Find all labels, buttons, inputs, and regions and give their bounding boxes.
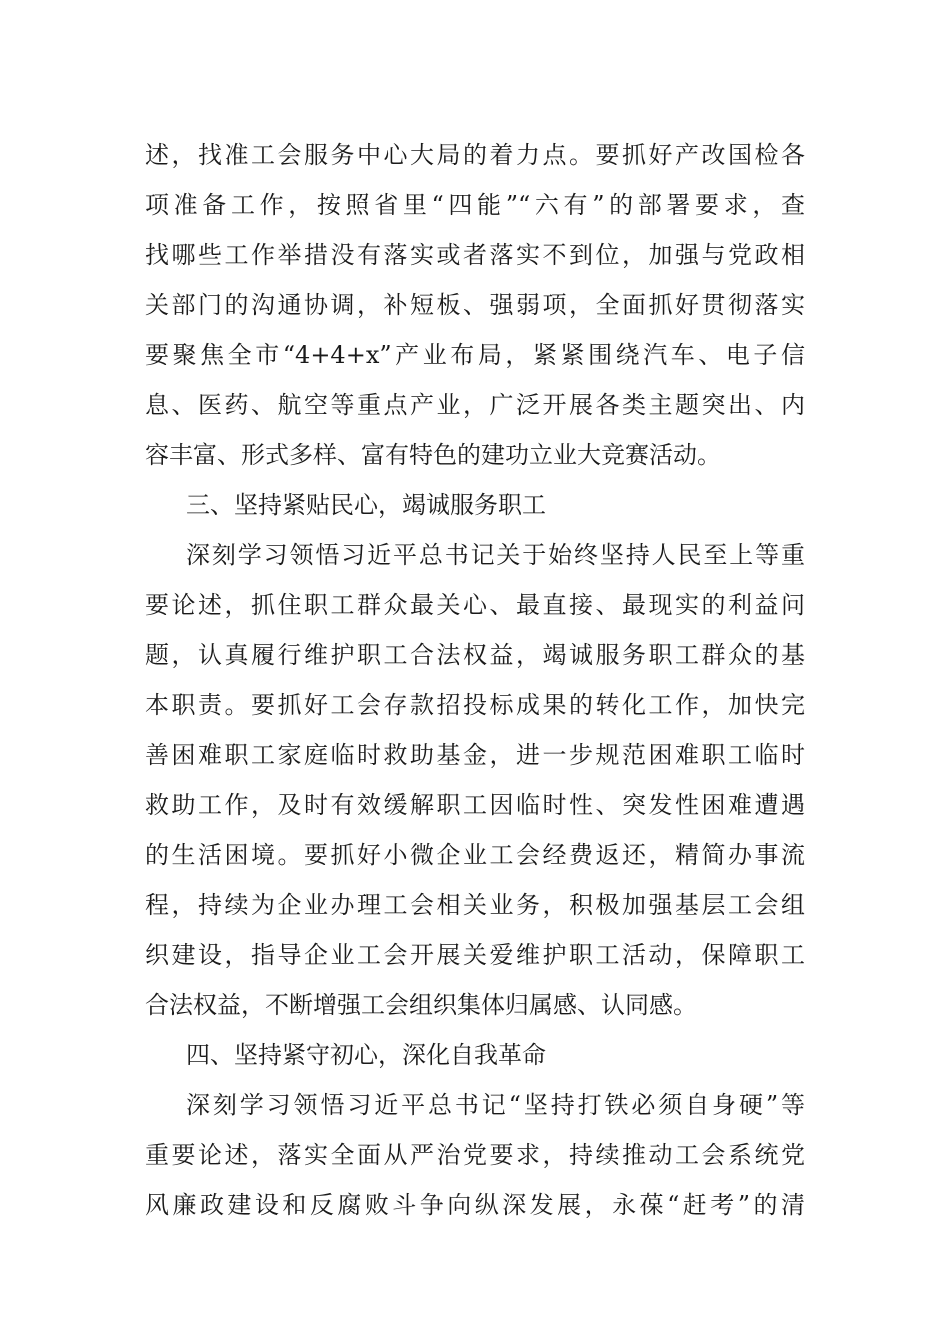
body-text-line: 织建设，指导企业工会开展关爱维护职工活动，保障职工 [145, 941, 805, 969]
body-text-line: 要论述，抓住职工群众最关心、最直接、最现实的利益问 [145, 591, 805, 619]
section-heading: 三、坚持紧贴民心，竭诚服务职工 [186, 491, 546, 519]
body-text-line: 深刻学习领悟习近平总书记“坚持打铁必须自身硬”等 [186, 1091, 805, 1119]
body-text-line: 合法权益，不断增强工会组织集体归属感、认同感。 [145, 991, 697, 1019]
body-text-line: 的生活困境。要抓好小微企业工会经费返还，精简办事流 [145, 841, 805, 869]
body-text-line: 项准备工作，按照省里“四能”“六有”的部署要求，查 [145, 191, 805, 219]
body-text-line: 救助工作，及时有效缓解职工因临时性、突发性困难遭遇 [145, 791, 805, 819]
body-text-line: 深刻学习领悟习近平总书记关于始终坚持人民至上等重 [186, 541, 805, 569]
body-text-line: 善困难职工家庭临时救助基金，进一步规范困难职工临时 [145, 741, 805, 769]
body-text-line: 题，认真履行维护职工合法权益，竭诚服务职工群众的基 [145, 641, 805, 669]
body-text-line: 述，找准工会服务中心大局的着力点。要抓好产改国检各 [145, 141, 805, 169]
body-text-line: 重要论述，落实全面从严治党要求，持续推动工会系统党 [145, 1141, 805, 1169]
body-text-line: 程，持续为企业办理工会相关业务，积极加强基层工会组 [145, 891, 805, 919]
body-text-line: 要聚焦全市“4+4+x”产业布局，紧紧围绕汽车、电子信 [145, 341, 805, 369]
body-text-line: 找哪些工作举措没有落实或者落实不到位，加强与党政相 [145, 241, 805, 269]
body-text-line: 本职责。要抓好工会存款招投标成果的转化工作，加快完 [145, 691, 805, 719]
body-text-line: 息、医药、航空等重点产业，广泛开展各类主题突出、内 [145, 391, 805, 419]
body-text-line: 容丰富、形式多样、富有特色的建功立业大竞赛活动。 [145, 441, 721, 469]
body-text-line: 关部门的沟通协调，补短板、强弱项，全面抓好贯彻落实 [145, 291, 805, 319]
body-text-line: 风廉政建设和反腐败斗争向纵深发展，永葆“赶考”的清 [145, 1191, 805, 1219]
section-heading: 四、坚持紧守初心，深化自我革命 [186, 1041, 546, 1069]
